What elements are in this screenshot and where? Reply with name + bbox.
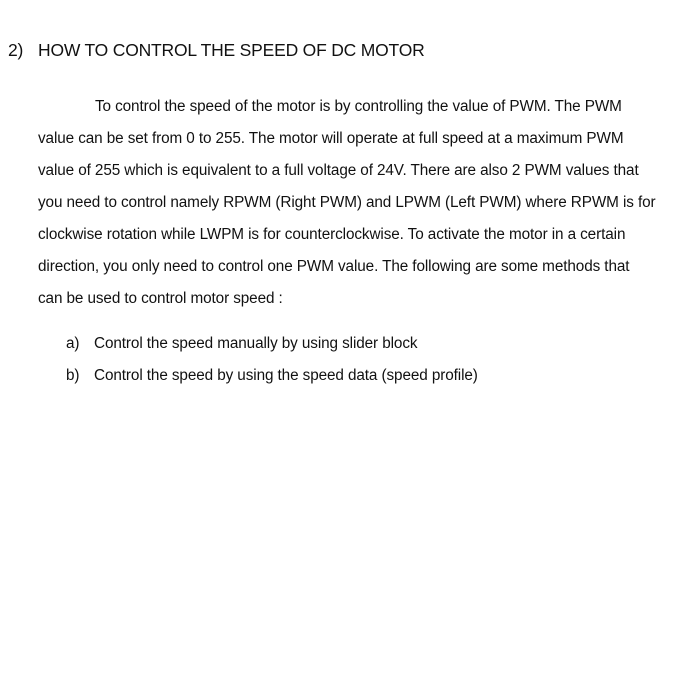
list-marker: a)	[66, 335, 80, 352]
list-item-text: Control the speed by using the speed data (speed profile)	[94, 367, 478, 384]
list-item	[66, 333, 478, 365]
list-item	[66, 365, 478, 397]
paragraph-line: value can be set from 0 to 255. The motor will operate at full speed at a maximum PWM	[38, 130, 624, 147]
paragraph-line: value of 255 which is equivalent to a full voltage of 24V. There are also 2 PWM values that	[38, 162, 639, 179]
paragraph-line: clockwise rotation while LWPM is for counterclockwise. To activate the motor in a certain	[38, 226, 626, 243]
methods-list	[66, 333, 478, 397]
list-item-text: Control the speed manually by using slider block	[94, 335, 418, 352]
section-heading	[8, 40, 425, 61]
list-marker: b)	[66, 367, 80, 384]
section-number: 2)	[8, 40, 24, 60]
section-title: HOW TO CONTROL THE SPEED OF DC MOTOR	[38, 40, 425, 60]
paragraph-line: direction, you only need to control one PWM value. The following are some methods that	[38, 258, 630, 275]
body-paragraph	[38, 96, 688, 320]
paragraph-line: can be used to control motor speed :	[38, 290, 283, 307]
paragraph-line: To control the speed of the motor is by controlling the value of PWM. The PWM	[95, 98, 622, 115]
paragraph-line: you need to control namely RPWM (Right PWM) and LPWM (Left PWM) where RPWM is for	[38, 194, 656, 211]
